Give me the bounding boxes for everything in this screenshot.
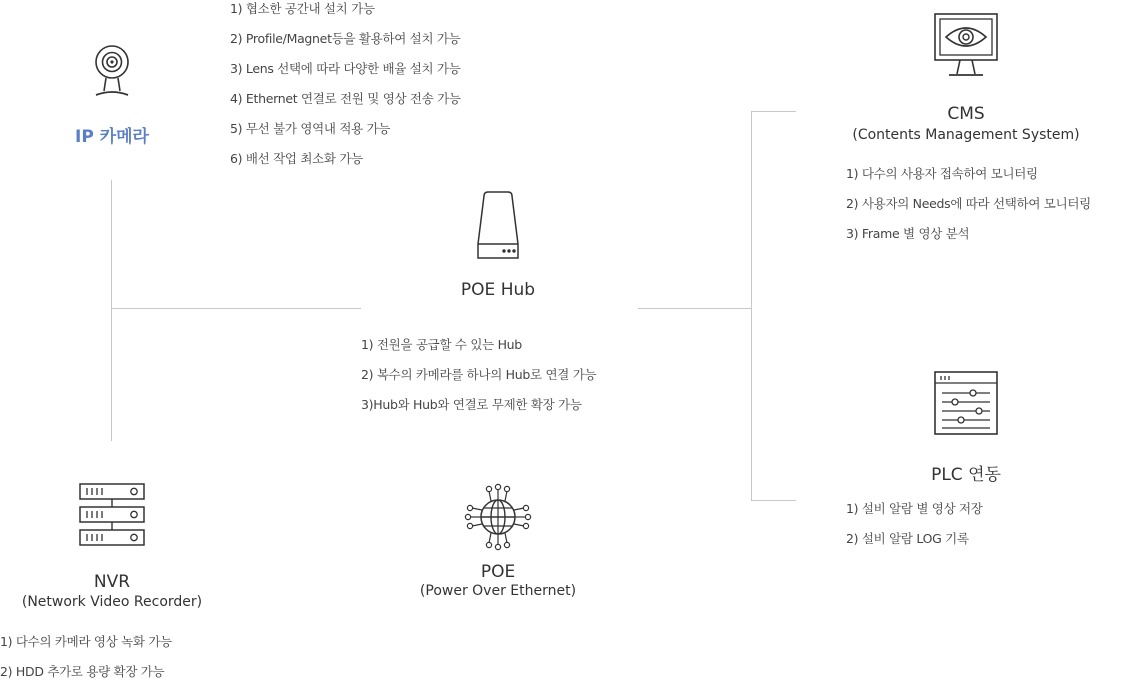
ip-camera-title: IP 카메라	[75, 127, 149, 147]
connector-right-vertical	[751, 111, 752, 501]
list-item: 2) 사용자의 Needs에 따라 선택하여 모니터링	[846, 196, 1091, 211]
list-item: 2) Profile/Magnet등을 활용하여 설치 가능	[230, 31, 461, 46]
connector-camera-nvr	[111, 180, 112, 441]
list-item: 4) Ethernet 연결로 전원 및 영상 전송 가능	[230, 91, 461, 106]
list-item: 5) 무선 불가 영역내 적용 가능	[230, 121, 391, 136]
poe-hub-node	[430, 190, 566, 300]
server-rack-icon	[79, 482, 145, 550]
list-item: 1) 전원을 공급할 수 있는 Hub	[361, 337, 522, 352]
list-item: 2) 복수의 카메라를 하나의 Hub로 연결 가능	[361, 367, 597, 382]
plc-node	[886, 370, 1046, 485]
connector-left-hub	[111, 308, 361, 309]
globe-network-icon	[463, 482, 533, 552]
nvr-node	[0, 482, 224, 610]
ip-camera-node	[60, 40, 164, 147]
nvr-subtitle: (Network Video Recorder)	[21, 594, 203, 610]
nvr-features	[0, 627, 172, 687]
cms-title: CMS	[947, 104, 985, 124]
connector-cms	[751, 111, 796, 112]
network-hub-icon	[470, 190, 526, 260]
list-item: 2) 설비 알람 LOG 기록	[846, 531, 969, 546]
poe-hub-features	[361, 330, 596, 420]
plc-features	[846, 494, 983, 554]
nvr-title: NVR	[93, 572, 131, 592]
poe-title: POE	[480, 562, 516, 582]
cms-node	[836, 12, 1096, 143]
cms-features	[846, 159, 1091, 249]
connector-hub-right	[638, 308, 752, 309]
webcam-icon	[92, 40, 132, 100]
poe-hub-title: POE Hub	[460, 280, 536, 300]
list-item: 3)Hub와 Hub와 연결로 무제한 확장 가능	[361, 397, 582, 412]
cms-subtitle: (Contents Management System)	[852, 127, 1080, 143]
list-item: 1) 다수의 사용자 접속하여 모니터링	[846, 166, 1038, 181]
poe-subtitle: (Power Over Ethernet)	[419, 583, 577, 599]
ip-camera-features	[230, 0, 461, 174]
list-item: 1) 협소한 공간내 설치 가능	[230, 1, 375, 16]
list-item: 2) HDD 추가로 용량 확장 가능	[0, 664, 165, 679]
monitor-eye-icon	[933, 12, 999, 78]
control-panel-icon	[933, 370, 999, 436]
list-item: 3) Frame 별 영상 분석	[846, 226, 970, 241]
list-item: 1) 설비 알람 별 영상 저장	[846, 501, 983, 516]
list-item: 3) Lens 선택에 따라 다양한 배율 설치 가능	[230, 61, 461, 76]
plc-title: PLC 연동	[931, 465, 1001, 485]
connector-plc	[751, 500, 796, 501]
poe-node	[398, 482, 598, 599]
list-item: 6) 배선 작업 최소화 가능	[230, 151, 363, 166]
list-item: 1) 다수의 카메라 영상 녹화 가능	[0, 634, 172, 649]
